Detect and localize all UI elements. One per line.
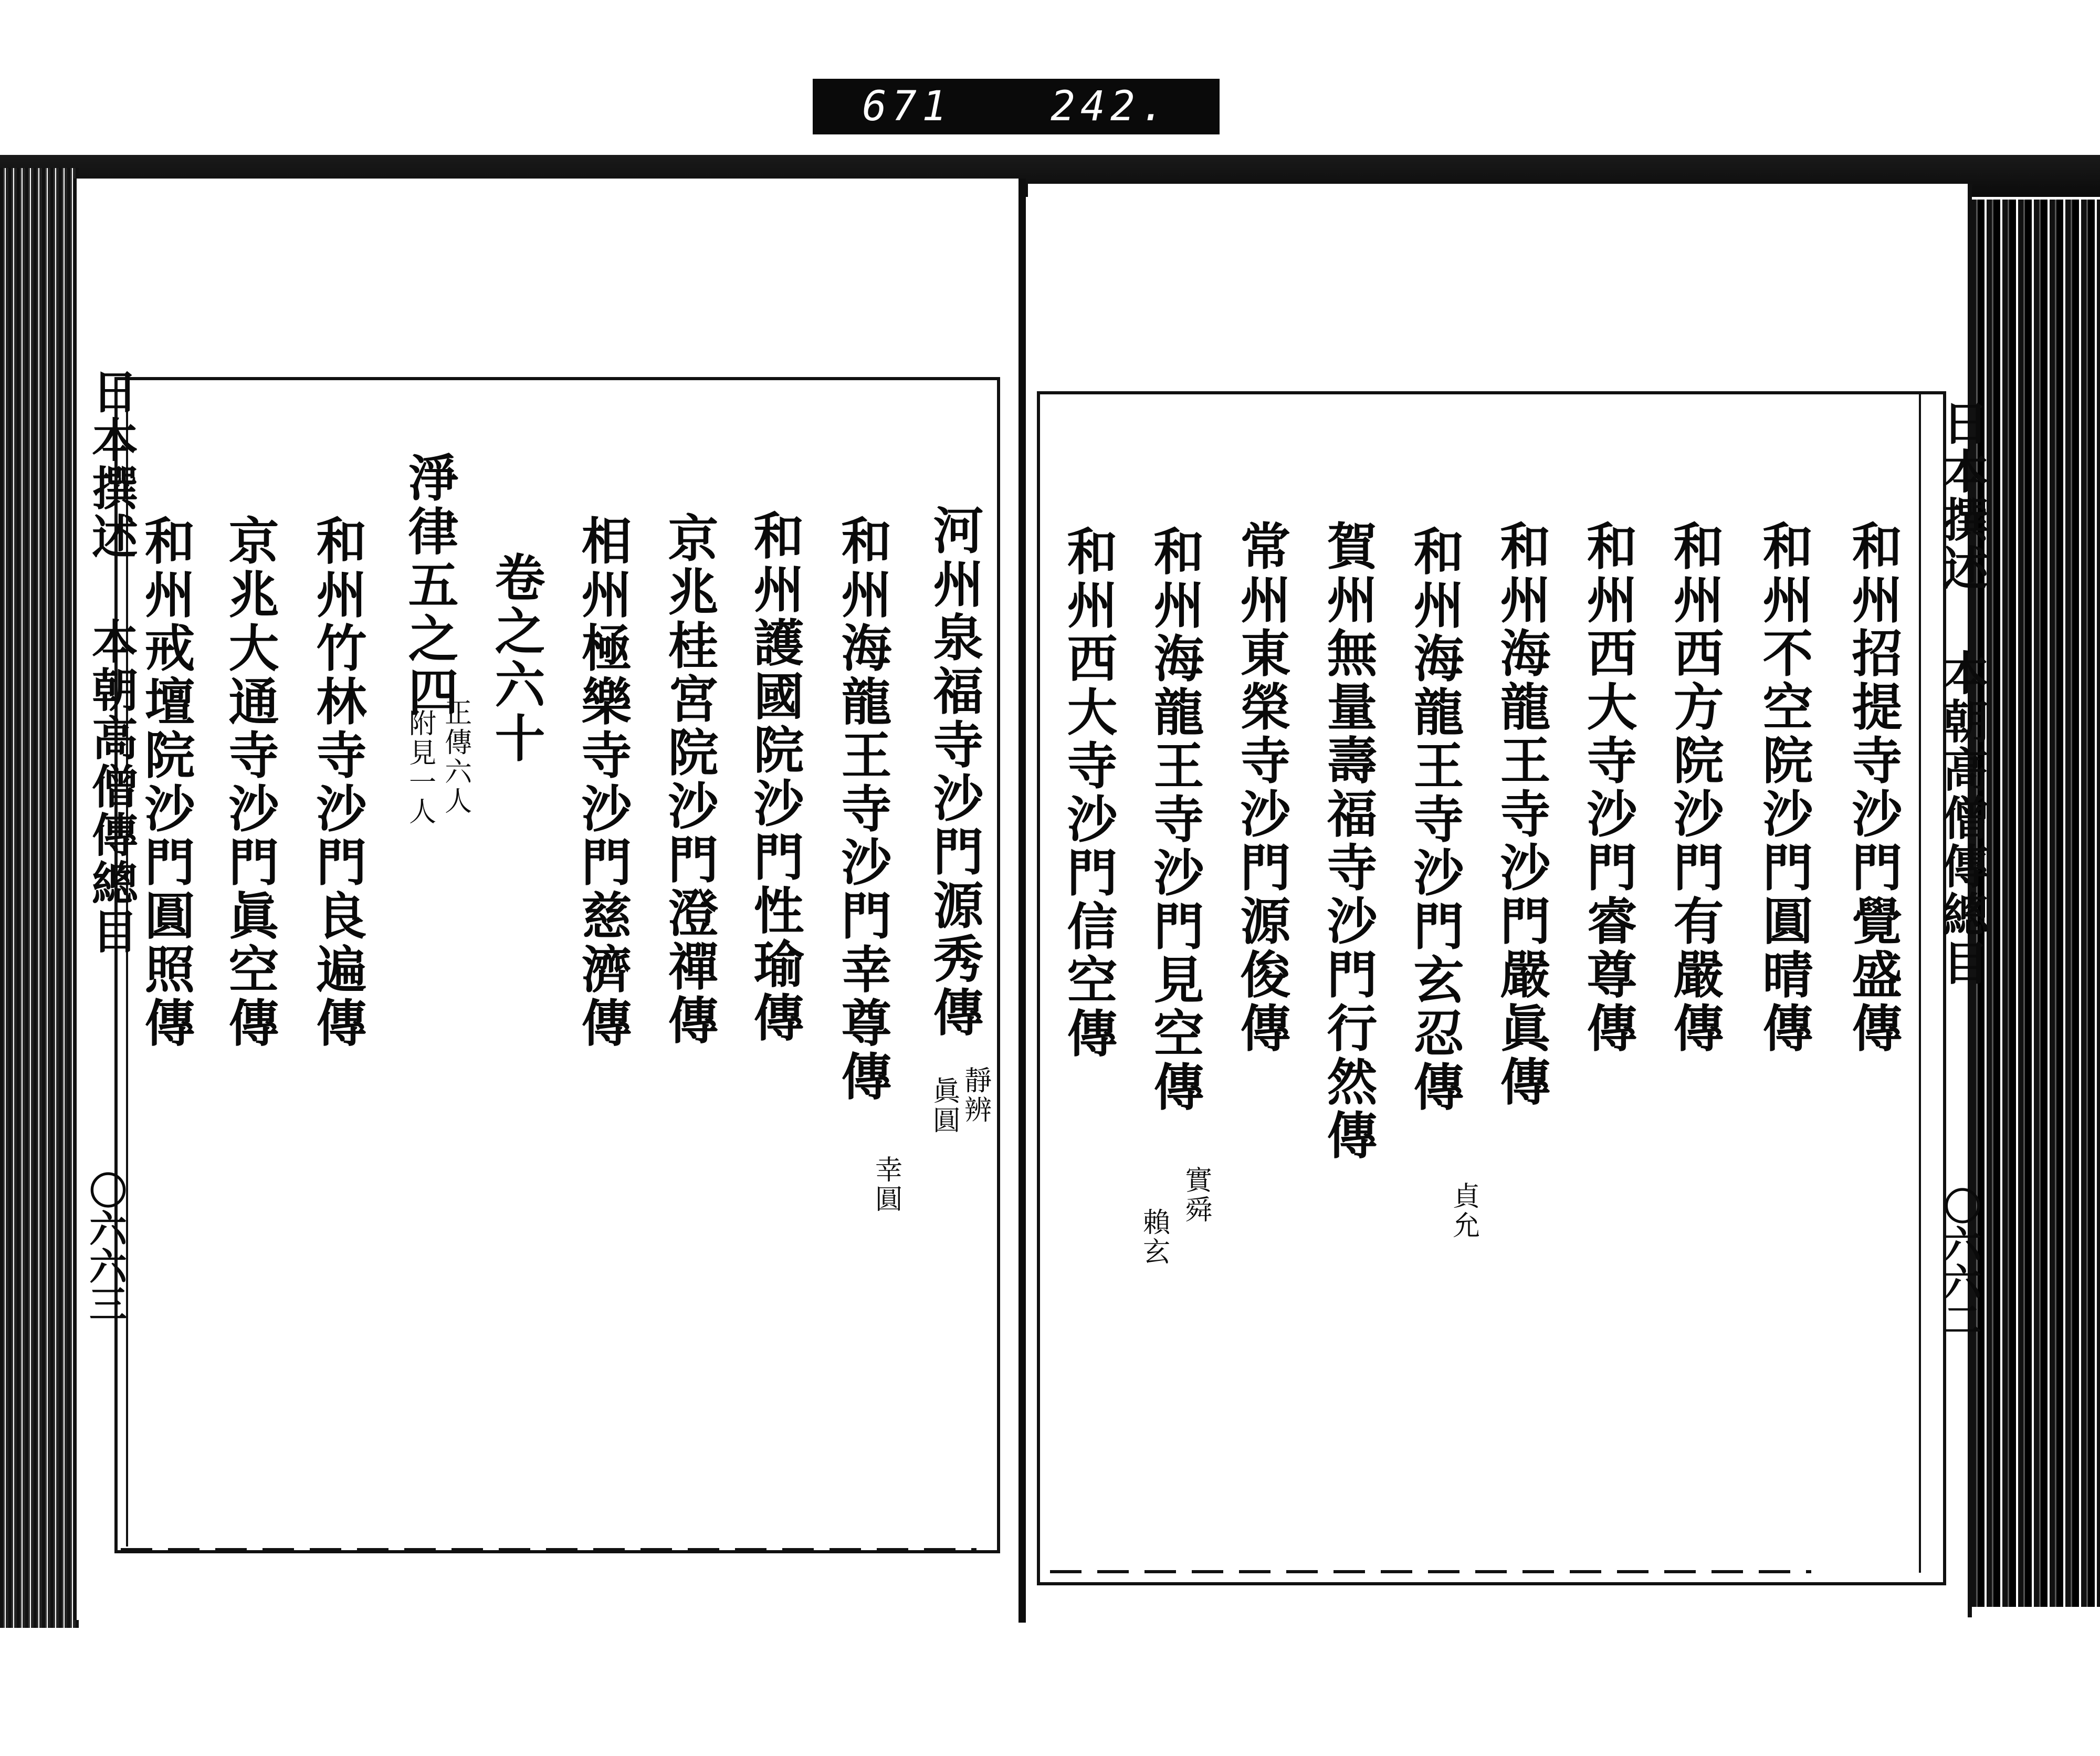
- scan-label-left: 671: [862, 83, 952, 130]
- left-col-1-note-b: 眞圓: [928, 1076, 960, 1135]
- left-col-1-note-a: 靜辨: [959, 1066, 991, 1125]
- left-section-title: 淨律五之四: [400, 452, 459, 719]
- left-section-note-a: 正傳六人: [439, 698, 471, 816]
- left-col-1: 河州泉福寺沙門源秀傳: [925, 504, 984, 1040]
- left-bottom-rule: [121, 1548, 976, 1551]
- right-col-4: 和州西大寺沙門睿尊傳: [1579, 520, 1638, 1055]
- left-col-4: 京兆桂宮院沙門澄禪傳: [660, 512, 719, 1048]
- right-col-1: 和州招提寺沙門覺盛傳: [1844, 520, 1903, 1055]
- left-folio: 〇六六三: [83, 1171, 128, 1322]
- left-col-3: 和州護國院沙門性瑜傳: [746, 509, 805, 1045]
- right-col-9-note-b: 賴玄: [1138, 1208, 1170, 1267]
- right-col-7: 賀州無量壽福寺沙門行然傳: [1319, 520, 1378, 1163]
- right-col-9-note-a: 實舜: [1180, 1166, 1212, 1225]
- right-folio: 〇六六二: [1937, 1187, 1982, 1338]
- left-col-2: 和州海龍王寺沙門幸尊傳: [833, 515, 892, 1104]
- right-col-6: 和州海龍王寺沙門玄忍傳: [1405, 525, 1465, 1114]
- right-margin-title: 日本撰述 本朝高僧傳總目: [1935, 399, 1990, 987]
- scan-label-right: 242.: [1051, 83, 1170, 130]
- right-col-2: 和州不空院沙門圓晴傳: [1755, 520, 1814, 1055]
- right-col-5: 和州海龍王寺沙門嚴眞傳: [1492, 520, 1551, 1109]
- left-col-2-note-a: 幸圓: [870, 1155, 902, 1214]
- left-col-7: 京兆大通寺沙門眞空傳: [220, 515, 280, 1050]
- right-col-8: 常州東榮寺沙門源俊傳: [1232, 520, 1292, 1055]
- left-volume-heading: 卷之六十: [487, 551, 546, 766]
- scan-number-label: [813, 79, 1220, 134]
- right-margin-rule: [1919, 394, 1921, 1573]
- left-section-note-b: 附見一人: [404, 709, 436, 827]
- right-col-10: 和州西大寺沙門信空傳: [1059, 525, 1118, 1061]
- left-col-5: 相州極樂寺沙門慈濟傳: [573, 515, 633, 1050]
- right-col-9: 和州海龍王寺沙門見空傳: [1146, 525, 1205, 1114]
- book-gutter: [1018, 179, 1026, 1623]
- left-col-8: 和州戒壇院沙門圓照傳: [136, 515, 196, 1050]
- right-col-6-note-a: 貞允: [1447, 1182, 1479, 1240]
- right-col-3: 和州西方院沙門有嚴傳: [1665, 520, 1725, 1055]
- left-col-6: 和州竹林寺沙門良遍傳: [308, 515, 368, 1050]
- right-bottom-rule: [1050, 1570, 1811, 1573]
- left-margin-title: 日本撰述 本朝高僧傳總目: [85, 368, 139, 956]
- book-edge-left: [0, 168, 79, 1628]
